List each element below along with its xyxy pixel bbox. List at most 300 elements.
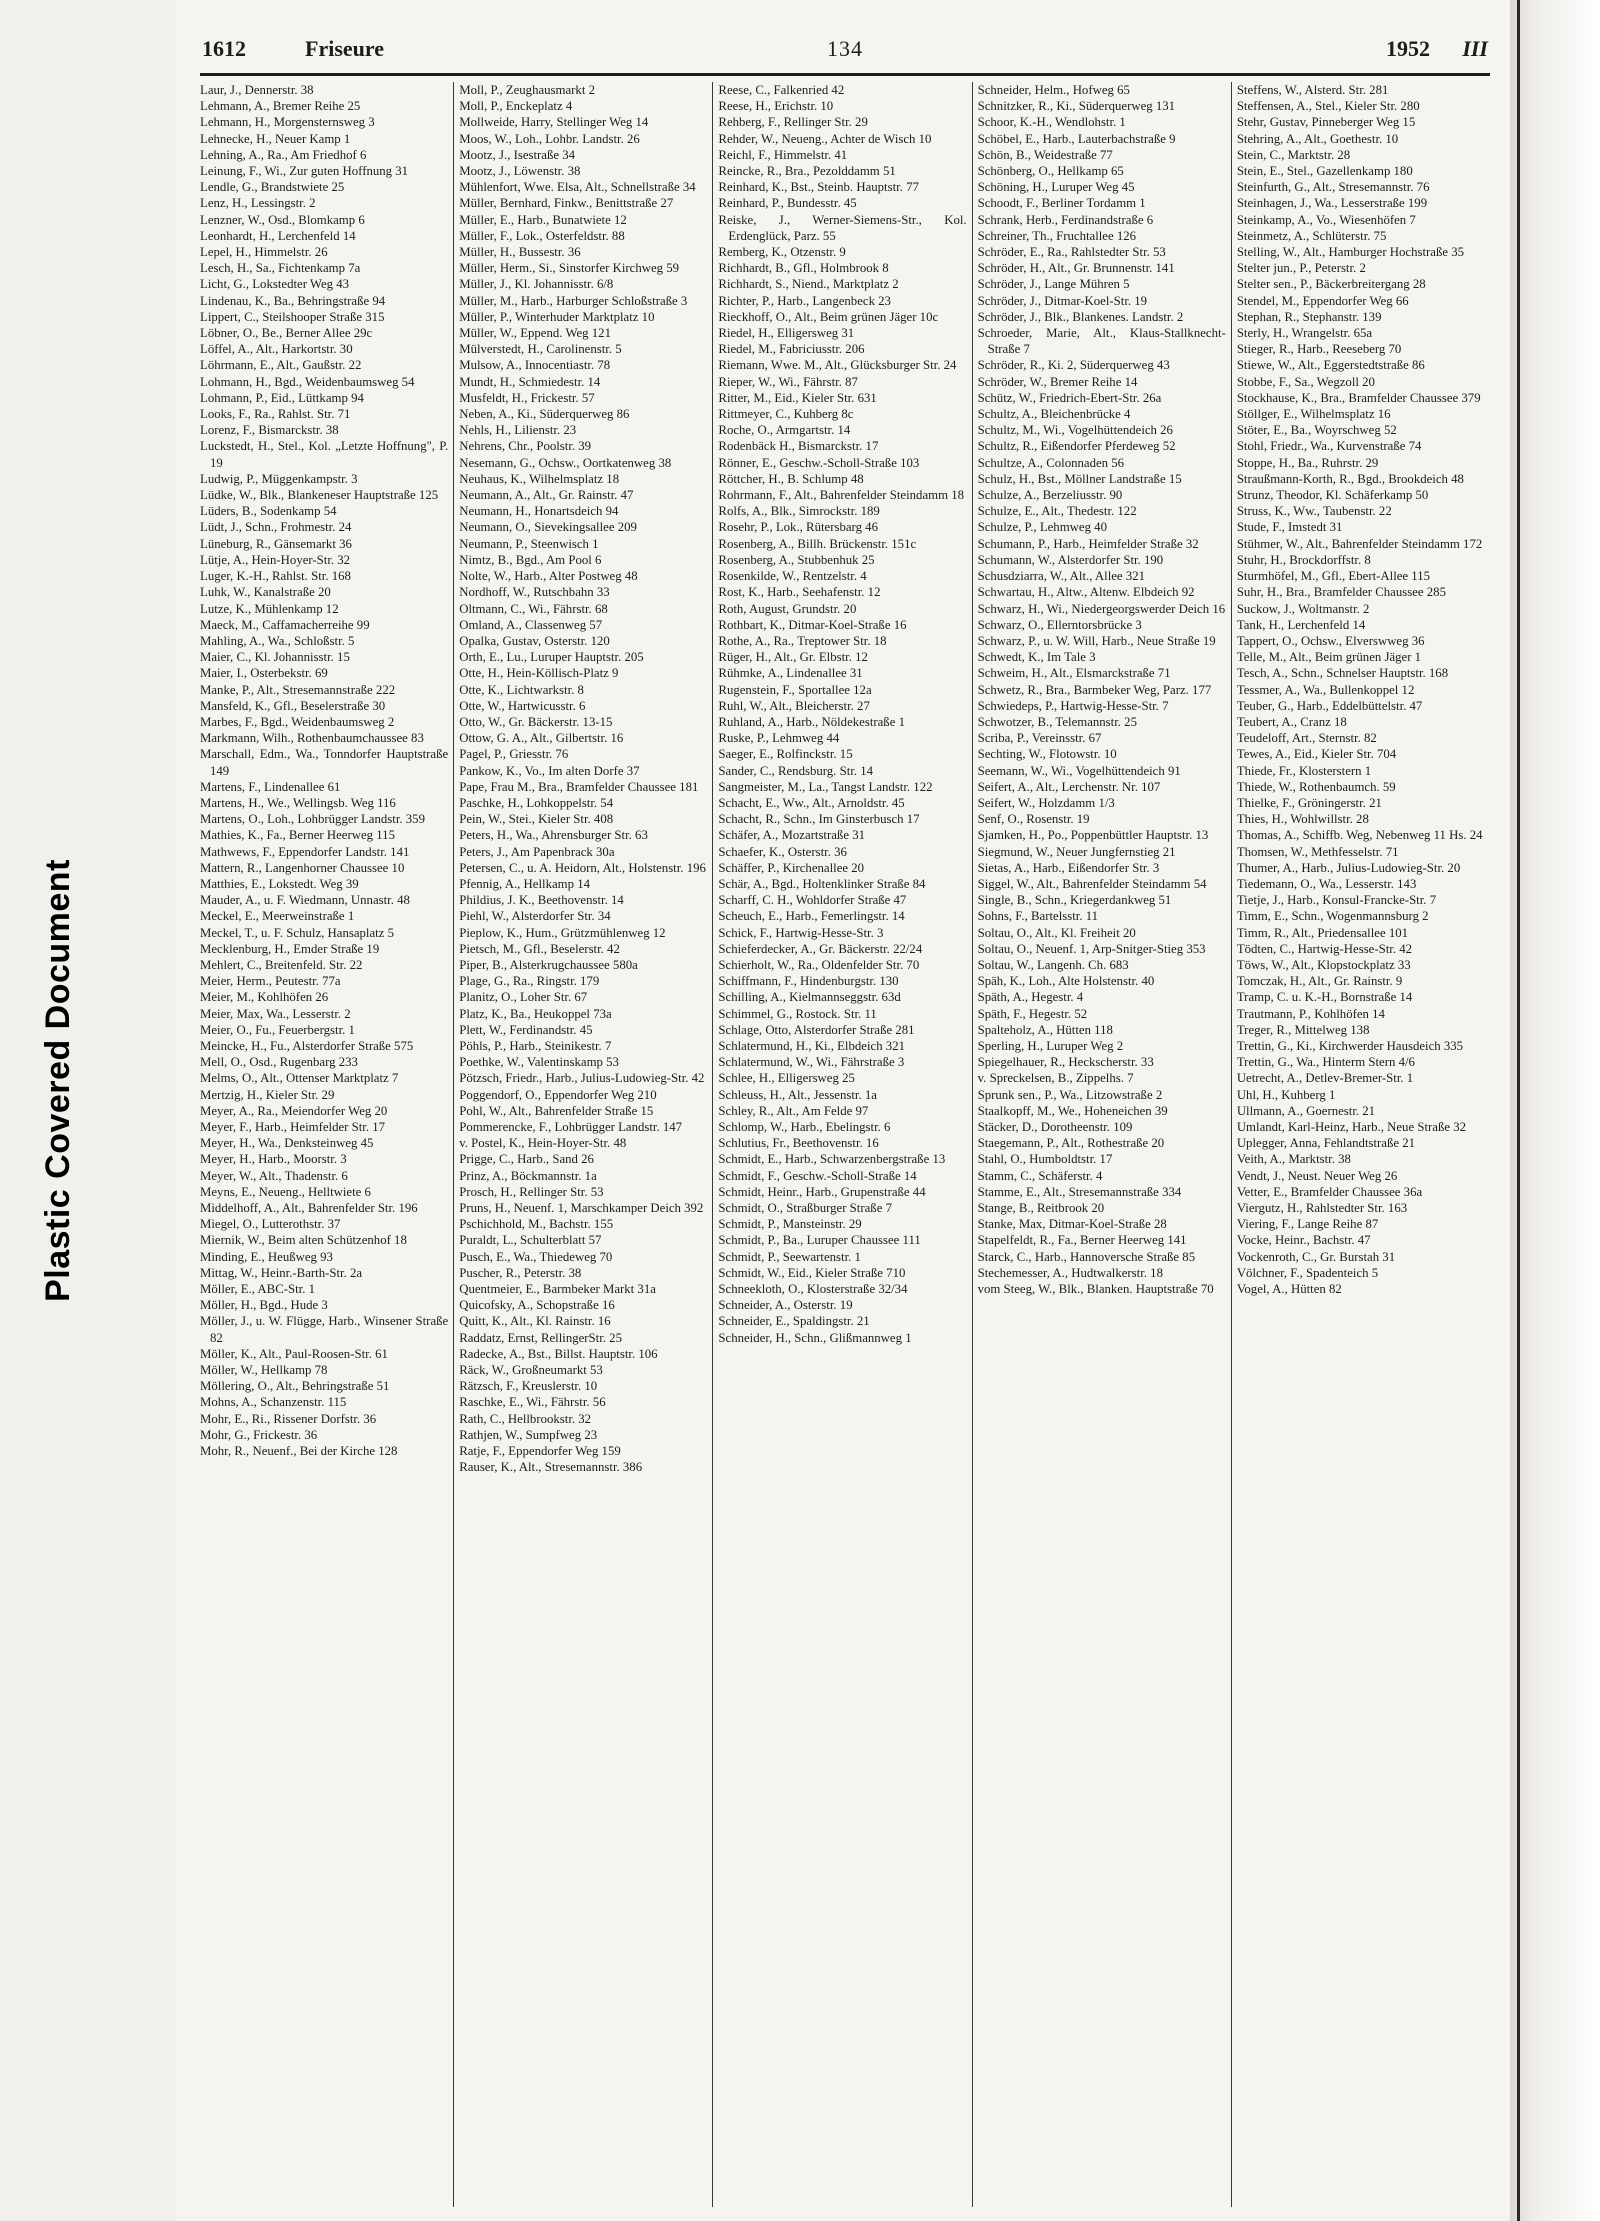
directory-entry: Uhl, H., Kuhberg 1 (1236, 1087, 1336, 1102)
directory-entry: Rolfs, A., Blk., Simrockstr. 189 (718, 504, 880, 519)
directory-entry: Vockenroth, C., Gr. Burstah 31 (1236, 1249, 1396, 1264)
directory-entry: Struss, K., Ww., Taubenstr. 22 (1236, 504, 1392, 519)
directory-entry: Peters, J., Am Papenbrack 30a (459, 844, 615, 859)
directory-column (712, 82, 971, 2207)
directory-entry: Müller, E., Harb., Bunatwiete 12 (459, 212, 627, 227)
directory-entry: Nesemann, G., Ochsw., Oortkatenweg 38 (459, 455, 672, 470)
directory-entry: Moll, P., Enckeplatz 4 (459, 99, 573, 114)
directory-entry: Trettin, G., Ki., Kirchwerder Hausdeich 335 (1236, 1038, 1464, 1053)
directory-entry: Mansfeld, K., Gfl., Beselerstraße 30 (200, 698, 386, 713)
directory-entry: Stehring, A., Alt., Goethestr. 10 (1236, 131, 1399, 146)
directory-entry: Puscher, R., Peterstr. 38 (459, 1265, 582, 1280)
directory-entry: Schwedt, K., Im Tale 3 (977, 650, 1096, 665)
directory-entry: Schröder, J., Lange Mühren 5 (977, 277, 1130, 292)
directory-entry: Marbes, F., Bgd., Weidenbaumsweg 2 (200, 714, 395, 729)
directory-entry: Schumann, P., Harb., Heimfelder Straße 32 (977, 536, 1199, 551)
directory-entry: Schulze, P., Lehmweg 40 (977, 520, 1107, 535)
directory-entry: Platz, K., Ba., Heukoppel 73a (459, 1006, 612, 1021)
directory-columns (200, 82, 1490, 2207)
directory-entry: Schröder, J., Ditmar-Koel-Str. 19 (977, 293, 1148, 308)
directory-entry: Single, B., Schn., Kriegerdankweg 51 (977, 893, 1172, 908)
directory-entry: Rugenstein, F., Sportallee 12a (718, 682, 872, 697)
directory-entry: Stanke, Max, Ditmar-Koel-Straße 28 (977, 1217, 1167, 1232)
directory-entry: Stephan, R., Stephanstr. 139 (1236, 309, 1382, 324)
directory-entry: Reese, H., Erichstr. 10 (718, 99, 834, 114)
directory-entry: Stohl, Friedr., Wa., Kurvenstraße 74 (1236, 439, 1422, 454)
directory-entry: Stäcker, D., Dorotheenstr. 109 (977, 1120, 1133, 1134)
directory-entry: Rodenbäck H., Bismarckstr. 17 (718, 439, 879, 454)
directory-entry: Prinz, A., Böckmannstr. 1a (459, 1168, 597, 1183)
directory-entry: Schilling, A., Kielmannseggstr. 63d (718, 990, 901, 1005)
directory-entry: Ruhland, A., Harb., Nöldekestraße 1 (718, 714, 905, 729)
directory-entry: Thiede, Fr., Klosterstern 1 (1236, 763, 1372, 778)
directory-entry: Rosenberg, A., Stubbenhuk 25 (718, 552, 875, 567)
directory-entry: Lütje, A., Hein-Hoyer-Str. 32 (200, 552, 351, 567)
directory-entry: Schröder, W., Bremer Reihe 14 (977, 374, 1138, 389)
directory-entry: Stange, B., Reitbrook 20 (977, 1201, 1105, 1216)
directory-entry: Rieper, W., Wi., Fährstr. 87 (718, 374, 858, 389)
directory-entry: Miernik, W., Beim alten Schützenhof 18 (200, 1233, 407, 1248)
directory-entry: Pape, Frau M., Bra., Bramfelder Chaussee 181 (459, 779, 699, 794)
directory-entry: Lenz, H., Lessingstr. 2 (200, 196, 316, 211)
directory-entry: Schultz, A., Bleichenbrücke 4 (977, 407, 1131, 422)
directory-entry: Mertzig, H., Kieler Str. 29 (200, 1087, 335, 1102)
directory-entry: Stelter jun., P., Peterstr. 2 (1236, 261, 1366, 276)
directory-entry: Tietje, J., Harb., Konsul-Francke-Str. 7 (1236, 893, 1437, 908)
directory-entry: Tramp, C. u. K.-H., Bornstraße 14 (1236, 990, 1413, 1005)
directory-entry: Schmidt, E., Harb., Schwarzenbergstraße 13 (718, 1152, 946, 1167)
directory-entry: Prigge, C., Harb., Sand 26 (459, 1152, 594, 1167)
directory-entry: Quicofsky, A., Schopstraße 16 (459, 1298, 615, 1313)
directory-entry: Schöning, H., Luruper Weg 45 (977, 180, 1135, 195)
directory-entry: Tappert, O., Ochsw., Elverswweg 36 (1236, 633, 1425, 648)
directory-entry: Mulsow, A., Innocentiastr. 78 (459, 358, 611, 373)
directory-entry: Pschichhold, M., Bachstr. 155 (459, 1217, 614, 1232)
directory-entry: Meyns, E., Neueng., Helltwiete 6 (200, 1184, 371, 1199)
directory-entry: Schäfer, A., Mozartstraße 31 (718, 828, 866, 843)
directory-entry: Neumann, A., Alt., Gr. Rainstr. 47 (459, 488, 634, 503)
directory-entry: Löbner, O., Be., Berner Allee 29c (200, 326, 373, 341)
directory-entry: Schleuss, H., Alt., Jessenstr. 1a (718, 1087, 877, 1102)
directory-entry: Otto, W., Gr. Bäckerstr. 13-15 (459, 714, 613, 729)
directory-entry: Meyer, W., Alt., Thadenstr. 6 (200, 1168, 348, 1183)
directory-entry: Müller, P., Winterhuder Marktplatz 10 (459, 309, 655, 324)
directory-entry: Staegemann, P., Alt., Rothestraße 20 (977, 1136, 1165, 1151)
directory-entry: Schönberg, O., Hellkamp 65 (977, 164, 1124, 179)
directory-entry: Mehlert, C., Breitenfeld. Str. 22 (200, 957, 363, 972)
plastic-covered-label (38, 790, 78, 1370)
directory-entry: v. Postel, K., Hein-Hoyer-Str. 48 (459, 1136, 627, 1151)
directory-entry: Löffel, A., Alt., Harkortstr. 30 (200, 342, 353, 357)
directory-entry: Scriba, P., Vereinsstr. 67 (977, 731, 1102, 746)
directory-entry: Meckel, E., Meerweinstraße 1 (200, 909, 355, 924)
directory-entry: Siggel, W., Alt., Bahrenfelder Steindamm 54 (977, 876, 1207, 891)
directory-entry: Puraldt, L., Schulterblatt 57 (459, 1233, 602, 1248)
page-header (200, 36, 1490, 72)
directory-entry: Stuhr, H., Brockdorffstr. 8 (1236, 552, 1371, 567)
directory-entry: Mülverstedt, H., Carolinenstr. 5 (459, 342, 622, 357)
directory-entry: Lüneburg, R., Gänsemarkt 36 (200, 536, 352, 551)
directory-entry: Schmidt, Heinr., Harb., Grupenstraße 44 (718, 1184, 926, 1199)
directory-entry: Schrank, Herb., Ferdinandstraße 6 (977, 212, 1154, 227)
directory-entry: Möllering, O., Alt., Behringstraße 51 (200, 1379, 390, 1394)
directory-entry: Melms, O., Alt., Ottenser Marktplatz 7 (200, 1071, 399, 1086)
directory-entry: Stühmer, W., Alt., Bahrenfelder Steindamm 172 (1236, 536, 1483, 551)
directory-entry: Spalteholz, A., Hütten 118 (977, 1022, 1113, 1037)
directory-entry: Späh, K., Loh., Alte Holstenstr. 40 (977, 974, 1155, 989)
directory-entry: Mathwews, F., Eppendorfer Landstr. 141 (200, 844, 410, 859)
directory-entry: Schneekloth, O., Klosterstraße 32/34 (718, 1282, 908, 1297)
directory-entry: Rothbart, K., Ditmar-Koel-Straße 16 (718, 617, 907, 632)
directory-entry: Mittag, W., Heinr.-Barth-Str. 2a (200, 1265, 363, 1280)
directory-entry: Mohns, A., Schanzenstr. 115 (200, 1395, 347, 1410)
directory-entry: Thielke, F., Gröningerstr. 21 (1236, 795, 1382, 810)
directory-entry: Lüdt, J., Schn., Frohmestr. 24 (200, 520, 352, 535)
directory-entry: Müller, H., Bussestr. 36 (459, 245, 581, 260)
directory-entry: Schneider, E., Spaldingstr. 21 (718, 1314, 870, 1329)
directory-entry: Mell, O., Osd., Rugenbarg 233 (200, 1055, 358, 1070)
directory-entry: Müller, Herm., Si., Sinstorfer Kirchweg 59 (459, 261, 680, 276)
directory-entry: Stoppe, H., Ba., Ruhrstr. 29 (1236, 455, 1379, 470)
directory-entry: Lehmann, H., Morgensternsweg 3 (200, 115, 375, 130)
directory-entry: Oltmann, C., Wi., Fährstr. 68 (459, 601, 608, 616)
directory-entry: Poethke, W., Valentinskamp 53 (459, 1055, 619, 1070)
directory-entry: Lehmann, A., Bremer Reihe 25 (200, 99, 361, 114)
directory-entry: Schröder, R., Ki. 2, Süderquerweg 43 (977, 358, 1170, 373)
directory-entry: Schultz, M., Wi., Vogelhüttendeich 26 (977, 423, 1173, 438)
directory-entry: Ottow, G. A., Alt., Gilbertstr. 16 (459, 731, 624, 746)
directory-entry: Spiegelhauer, R., Heckscherstr. 33 (977, 1055, 1154, 1070)
directory-column (200, 82, 453, 2207)
directory-entry: Meyer, F., Harb., Heimfelder Str. 17 (200, 1120, 386, 1134)
directory-entry: Stahl, O., Humboldtstr. 17 (977, 1152, 1113, 1167)
directory-entry: Peters, H., Wa., Ahrensburger Str. 63 (459, 828, 648, 843)
directory-entry: Starck, C., Harb., Hannoversche Straße 85 (977, 1249, 1196, 1264)
section-title: Friseure (305, 36, 385, 61)
directory-entry: Umlandt, Karl-Heinz, Harb., Neue Straße 32 (1236, 1120, 1467, 1134)
directory-entry: Schmidt, P., Ba., Luruper Chaussee 111 (718, 1233, 921, 1248)
directory-entry: Schaefer, K., Osterstr. 36 (718, 844, 847, 859)
directory-entry: Otte, H., Hein-Köllisch-Platz 9 (459, 666, 619, 681)
directory-entry: Sietas, A., Harb., Eißendorfer Str. 3 (977, 860, 1160, 875)
directory-entry: Röttcher, H., B. Schlump 48 (718, 471, 864, 486)
directory-entry: Ullmann, A., Goernestr. 21 (1236, 1103, 1376, 1118)
directory-entry: Stude, F., Imstedt 31 (1236, 520, 1343, 535)
directory-entry: Rauser, K., Alt., Stresemannstr. 386 (459, 1460, 643, 1475)
directory-entry: Viergutz, H., Rahlstedter Str. 163 (1236, 1201, 1408, 1216)
directory-entry: Steinkamp, A., Vo., Wiesenhöfen 7 (1236, 212, 1416, 227)
directory-entry: Stieger, R., Harb., Reeseberg 70 (1236, 342, 1402, 357)
directory-entry: Nehrens, Chr., Poolstr. 39 (459, 439, 592, 454)
directory-entry: Sjamken, H., Po., Poppenbüttler Hauptstr. 13 (977, 828, 1209, 843)
directory-entry: Raschke, E., Wi., Fährstr. 56 (459, 1395, 606, 1410)
directory-entry: Völchner, F., Spadenteich 5 (1236, 1265, 1379, 1280)
directory-entry: Stobbe, F., Sa., Wegzoll 20 (1236, 374, 1375, 389)
directory-entry: Miegel, O., Lutterothstr. 37 (200, 1217, 341, 1232)
directory-entry: Schacht, E., Ww., Alt., Arnoldstr. 45 (718, 795, 905, 810)
page-edge-shadow (1510, 0, 1600, 2221)
directory-entry: Rittmeyer, C., Kuhberg 8c (718, 407, 854, 422)
directory-entry: Ratje, F., Eppendorfer Weg 159 (459, 1444, 621, 1459)
directory-entry: Staalkopff, M., We., Hoheneichen 39 (977, 1103, 1168, 1118)
directory-entry: Raddatz, Ernst, RellingerStr. 25 (459, 1330, 622, 1345)
directory-entry: Lendle, G., Brandstwiete 25 (200, 180, 345, 195)
directory-entry: Steinhagen, J., Wa., Lesserstraße 199 (1236, 196, 1428, 211)
directory-entry: Schwetz, R., Bra., Barmbeker Weg, Parz. 177 (977, 682, 1212, 697)
directory-entry: Omland, A., Classenweg 57 (459, 617, 603, 632)
directory-entry: Siegmund, W., Neuer Jungfernstieg 21 (977, 844, 1176, 859)
directory-entry: Poggendorf, O., Eppendorfer Weg 210 (459, 1087, 657, 1102)
directory-entry: Sperling, H., Luruper Weg 2 (977, 1038, 1124, 1053)
directory-entry: Planitz, O., Loher Str. 67 (459, 990, 588, 1005)
directory-entry: Pfennig, A., Hellkamp 14 (459, 876, 591, 891)
directory-entry: Markmann, Wilh., Rothenbaumchaussee 83 (200, 731, 424, 746)
directory-entry: Pruns, H., Neuenf. 1, Marschkamper Deich 392 (459, 1201, 704, 1216)
directory-entry: Martens, F., Lindenallee 61 (200, 779, 341, 794)
directory-entry: Soltau, O., Neuenf. 1, Arp-Snitger-Stieg 353 (977, 941, 1206, 956)
directory-entry: Meyer, H., Harb., Moorstr. 3 (200, 1152, 347, 1167)
directory-entry: Schnitzker, R., Ki., Süderquerweg 131 (977, 99, 1176, 114)
directory-entry: Luger, K.-H., Rahlst. Str. 168 (200, 569, 351, 584)
directory-entry: Schoodt, F., Berliner Tordamm 1 (977, 196, 1146, 211)
directory-entry: Thomas, A., Schiffb. Weg, Nebenweg 11 Hs. 24 (1236, 828, 1483, 843)
directory-entry: Stein, E., Stel., Gazellenkamp 180 (1236, 164, 1413, 179)
directory-entry: v. Spreckelsen, B., Zippelhs. 7 (977, 1071, 1134, 1086)
directory-entry: Mathies, K., Fa., Berner Heerweg 115 (200, 828, 395, 843)
directory-entry: Saeger, E., Rolfinckstr. 15 (718, 747, 853, 762)
directory-entry: Neumann, P., Steenwisch 1 (459, 536, 599, 551)
center-number: 134 (827, 36, 863, 61)
directory-entry: Rehder, W., Neueng., Achter de Wisch 10 (718, 131, 932, 146)
directory-entry: Schmidt, W., Eid., Kieler Straße 710 (718, 1265, 906, 1280)
directory-entry: Petersen, C., u. A. Heidorn, Alt., Holstenstr. 196 (459, 860, 706, 875)
directory-entry: Schoor, K.-H., Wendlohstr. 1 (977, 115, 1126, 130)
directory-entry: Scharff, C. H., Wohldorfer Straße 47 (718, 893, 907, 908)
directory-entry: Mohr, R., Neuenf., Bei der Kirche 128 (200, 1444, 398, 1459)
directory-entry: Neuhaus, K., Wilhelmsplatz 18 (459, 471, 620, 486)
directory-entry: Ritter, M., Eid., Kieler Str. 631 (718, 390, 877, 405)
directory-entry: Stamm, C., Schäferstr. 4 (977, 1168, 1103, 1183)
directory-entry: Pöhls, P., Harb., Steinikestr. 7 (459, 1038, 612, 1053)
directory-entry: Schieferdecker, A., Gr. Bäckerstr. 22/24 (718, 941, 923, 956)
directory-entry: Schley, R., Alt., Am Felde 97 (718, 1103, 869, 1118)
directory-entry: Martens, H., We., Wellingsb. Weg 116 (200, 795, 396, 810)
directory-entry: Lorenz, F., Bismarckstr. 38 (200, 423, 339, 438)
directory-entry: Vogel, A., Hütten 82 (1236, 1282, 1342, 1297)
directory-entry: Rieckhoff, O., Alt., Beim grünen Jäger 10c (718, 309, 939, 324)
directory-entry: Schlomp, W., Harb., Ebelingstr. 6 (718, 1120, 891, 1134)
directory-entry: Maier, I., Osterbekstr. 69 (200, 666, 328, 681)
directory-entry: Reincke, R., Bra., Pezolddamm 51 (718, 164, 896, 179)
directory-entry: Laur, J., Dennerstr. 38 (200, 83, 314, 97)
directory-entry: Uetrecht, A., Detlev-Bremer-Str. 1 (1236, 1071, 1414, 1086)
directory-entry: Stöllger, E., Wilhelmsplatz 16 (1236, 407, 1391, 422)
directory-entry: Seifert, W., Holzdamm 1/3 (977, 795, 1115, 810)
directory-entry: Looks, F., Ra., Rahlst. Str. 71 (200, 407, 351, 422)
directory-entry: Seemann, W., Wi., Vogelhüttendeich 91 (977, 763, 1181, 778)
directory-entry: Pötzsch, Friedr., Harb., Julius-Ludowieg-Str. 42 (459, 1071, 705, 1086)
directory-entry: Piper, B., Alsterkrugchaussee 580a (459, 957, 638, 972)
directory-entry: Mootz, J., Isestraße 34 (459, 147, 576, 162)
directory-entry: Pusch, E., Wa., Thiedeweg 70 (459, 1249, 613, 1264)
directory-entry: Richter, P., Harb., Langenbeck 23 (718, 293, 891, 308)
directory-entry: Radecke, A., Bst., Billst. Hauptstr. 106 (459, 1346, 658, 1361)
directory-entry: Soltau, O., Alt., Kl. Freiheit 20 (977, 925, 1136, 940)
directory-entry: Pieplow, K., Hum., Grützmühlenweg 12 (459, 925, 666, 940)
directory-entry: Luckstedt, H., Stel., Kol. „Letzte Hoffnung", P. 19 (200, 439, 449, 470)
directory-entry: Mohr, E., Ri., Rissener Dorfstr. 36 (200, 1411, 377, 1426)
directory-entry: Neumann, O., Sievekingsallee 209 (459, 520, 637, 535)
directory-entry: Sprunk sen., P., Wa., Litzowstraße 2 (977, 1087, 1163, 1102)
directory-entry: Müller, W., Eppend. Weg 121 (459, 326, 611, 341)
directory-entry: Martens, O., Loh., Lohbrügger Landstr. 359 (200, 812, 425, 827)
page-number: 1612 (202, 36, 246, 61)
directory-entry: Middelhoff, A., Alt., Bahrenfelder Str. 196 (200, 1201, 418, 1216)
directory-entry: Lüdke, W., Blk., Blankeneser Hauptstraße 125 (200, 488, 439, 503)
directory-entry: Stehr, Gustav, Pinneberger Weg 15 (1236, 115, 1416, 130)
directory-entry: Möller, E., ABC-Str. 1 (200, 1282, 316, 1297)
directory-entry: Lohmann, H., Bgd., Weidenbaumsweg 54 (200, 374, 415, 389)
directory-entry: Nehls, H., Lilienstr. 23 (459, 423, 577, 438)
directory-entry: Suckow, J., Woltmanstr. 2 (1236, 601, 1370, 616)
directory-entry: Stiewe, W., Alt., Eggerstedtstraße 86 (1236, 358, 1425, 373)
directory-entry: Schär, A., Bgd., Holtenklinker Straße 84 (718, 876, 926, 891)
directory-entry: Löhrmann, E., Alt., Gaußstr. 22 (200, 358, 362, 373)
directory-entry: Schütz, W., Friedrich-Ebert-Str. 26a (977, 390, 1162, 405)
directory-entry: Späth, A., Hegestr. 4 (977, 990, 1084, 1005)
directory-entry: Lehning, A., Ra., Am Friedhof 6 (200, 147, 367, 162)
directory-entry: Lesch, H., Sa., Fichtenkamp 7a (200, 261, 361, 276)
section-roman-numeral: III (1462, 36, 1488, 61)
plastic-covered-text: Plastic Covered Document (38, 858, 77, 1302)
directory-entry: Mahling, A., Wa., Schloßstr. 5 (200, 633, 355, 648)
directory-entry: Schröder, E., Ra., Rahlstedter Str. 53 (977, 245, 1166, 260)
directory-column (453, 82, 712, 2207)
directory-entry: Treger, R., Mittelweg 138 (1236, 1022, 1370, 1037)
directory-entry: Schick, F., Hartwig-Hesse-Str. 3 (718, 925, 884, 940)
directory-entry: Tiedemann, O., Wa., Lesserstr. 143 (1236, 876, 1417, 891)
directory-entry: Pommerencke, F., Lohbrügger Landstr. 147 (459, 1120, 683, 1134)
directory-entry: Veith, A., Marktstr. 38 (1236, 1152, 1351, 1167)
directory-entry: Leonhardt, H., Lerchenfeld 14 (200, 228, 356, 243)
directory-entry: Tewes, A., Eid., Kieler Str. 704 (1236, 747, 1397, 762)
directory-entry: Töws, W., Alt., Klopstockplatz 33 (1236, 957, 1411, 972)
page-edge-line (1517, 0, 1520, 2221)
directory-entry: Schneider, A., Osterstr. 19 (718, 1298, 853, 1313)
directory-entry: Vendt, J., Neust. Neuer Weg 26 (1236, 1168, 1398, 1183)
directory-entry: Piehl, W., Alsterdorfer Str. 34 (459, 909, 611, 924)
directory-entry: Quentmeier, E., Barmbeker Markt 31a (459, 1282, 656, 1297)
directory-entry: Räck, W., Großneumarkt 53 (459, 1363, 603, 1378)
directory-column (972, 82, 1231, 2207)
directory-entry: Reinhard, K., Bst., Steinb. Hauptstr. 77 (718, 180, 919, 195)
directory-entry: Lippert, C., Steilshooper Straße 315 (200, 309, 385, 324)
directory-entry: Musfeldt, H., Frickestr. 57 (459, 390, 595, 405)
directory-entry: Pohl, W., Alt., Bahrenfelder Straße 15 (459, 1103, 654, 1118)
directory-entry: Luhk, W., Kanalstraße 20 (200, 585, 331, 600)
directory-entry: Nordhoff, W., Rutschbahn 33 (459, 585, 610, 600)
directory-entry: Phildius, J. K., Beethovenstr. 14 (459, 893, 624, 908)
directory-entry: Thies, H., Wohlwillstr. 28 (1236, 812, 1369, 827)
directory-entry: Rühmke, A., Lindenallee 31 (718, 666, 863, 681)
directory-entry: Reiske, J., Werner-Siemens-Str., Kol. Erdenglück, Parz. 55 (718, 212, 967, 243)
directory-entry: Sturmhöfel, M., Gfl., Ebert-Allee 115 (1236, 569, 1431, 584)
directory-entry: Steinmetz, A., Schlüterstr. 75 (1236, 228, 1387, 243)
directory-entry: Meier, O., Fu., Feuerbergstr. 1 (200, 1022, 355, 1037)
directory-entry: Thiede, W., Rothenbaumch. 59 (1236, 779, 1396, 794)
directory-entry: Seifert, A., Alt., Lerchenstr. Nr. 107 (977, 779, 1161, 794)
directory-entry: Schwotzer, B., Telemannstr. 25 (977, 714, 1137, 729)
directory-entry: Schlatermund, H., Ki., Elbdeich 321 (718, 1038, 905, 1053)
directory-entry: Sangmeister, M., La., Tangst Landstr. 122 (718, 779, 933, 794)
directory-entry: Nimtz, B., Bgd., Am Pool 6 (459, 552, 602, 567)
directory-entry: Meyer, A., Ra., Meiendorfer Weg 20 (200, 1103, 388, 1118)
directory-entry: Tomczak, H., Alt., Gr. Rainstr. 9 (1236, 974, 1403, 989)
directory-entry: Soltau, W., Langenh. Ch. 683 (977, 957, 1129, 972)
directory-entry: Vetter, E., Bramfelder Chaussee 36a (1236, 1184, 1423, 1199)
directory-entry: Lepel, H., Himmelstr. 26 (200, 245, 328, 260)
directory-entry: Neben, A., Ki., Süderquerweg 86 (459, 407, 630, 422)
directory-entry: Ruhl, W., Alt., Bleicherstr. 27 (718, 698, 870, 713)
directory-entry: Schmidt, P., Seewartenstr. 1 (718, 1249, 861, 1264)
directory-entry: Schreiner, Th., Fruchtallee 126 (977, 228, 1137, 243)
directory-entry: Schultze, A., Colonnaden 56 (977, 455, 1125, 470)
directory-entry: Paschke, H., Lohkoppelstr. 54 (459, 795, 614, 810)
directory-entry: Maier, C., Kl. Johannisstr. 15 (200, 650, 350, 665)
directory-entry: Schröder, J., Blk., Blankenes. Landstr. 2 (977, 309, 1184, 324)
directory-entry: Mattern, R., Langenhorner Chaussee 10 (200, 860, 405, 875)
directory-entry: Lehnecke, H., Neuer Kamp 1 (200, 131, 351, 146)
directory-entry: Lutze, K., Mühlenkamp 12 (200, 601, 339, 616)
directory-entry: Meincke, H., Fu., Alsterdorfer Straße 575 (200, 1038, 414, 1053)
directory-entry: Mühlenfort, Wwe. Elsa, Alt., Schnellstraße 34 (459, 180, 696, 195)
directory-entry: Orth, E., Lu., Luruper Hauptstr. 205 (459, 650, 644, 665)
directory-entry: Meier, M., Kohlhöfen 26 (200, 990, 329, 1005)
directory-entry: Roche, O., Armgartstr. 14 (718, 423, 851, 438)
header-rule (200, 73, 1490, 76)
directory-entry: Ruske, P., Lehmweg 44 (718, 731, 840, 746)
directory-entry: Lenzner, W., Osd., Blomkamp 6 (200, 212, 365, 227)
directory-entry: Neumann, H., Honartsdeich 94 (459, 504, 619, 519)
directory-entry: Tödten, C., Hartwig-Hesse-Str. 42 (1236, 941, 1413, 956)
directory-entry: Stendel, M., Eppendorfer Weg 66 (1236, 293, 1409, 308)
edition-year: 1952 (1386, 36, 1430, 61)
directory-entry: Meyer, H., Wa., Denksteinweg 45 (200, 1136, 374, 1151)
directory-entry: Lüders, B., Sodenkamp 54 (200, 504, 337, 519)
directory-entry: Minding, E., Heußweg 93 (200, 1249, 333, 1264)
directory-entry: Strunz, Theodor, Kl. Schäferkamp 50 (1236, 488, 1429, 503)
directory-entry: Stöter, E., Ba., Woyrschweg 52 (1236, 423, 1397, 438)
directory-entry: Rosenkilde, W., Rentzelstr. 4 (718, 569, 867, 584)
directory-entry: Ludwig, P., Müggenkampstr. 3 (200, 471, 358, 486)
directory-entry: Stapelfeldt, R., Fa., Berner Heerweg 141 (977, 1233, 1187, 1248)
directory-entry: Rosehr, P., Lok., Rütersbarg 46 (718, 520, 878, 535)
directory-entry: Stelling, W., Alt., Hamburger Hochstraße 35 (1236, 245, 1465, 260)
directory-entry: Möller, W., Hellkamp 78 (200, 1363, 328, 1378)
directory-entry: Schumann, W., Alsterdorfer Str. 190 (977, 552, 1164, 567)
directory-entry: Schneider, H., Schn., Glißmannweg 1 (718, 1330, 912, 1345)
directory-entry: Schön, B., Weidestraße 77 (977, 147, 1113, 162)
directory-entry: Richhardt, B., Gfl., Holmbrook 8 (718, 261, 889, 276)
directory-entry: Trettin, G., Wa., Hinterm Stern 4/6 (1236, 1055, 1415, 1070)
directory-entry: Mundt, H., Schmiedestr. 14 (459, 374, 601, 389)
directory-entry: Schiffmann, F., Hindenburgstr. 130 (718, 974, 899, 989)
directory-entry: Viering, F., Lange Reihe 87 (1236, 1217, 1379, 1232)
directory-entry: Matthies, E., Lokstedt. Weg 39 (200, 876, 359, 891)
directory-entry: Schulz, H., Bst., Möllner Landstraße 15 (977, 471, 1182, 486)
directory-entry: Scheuch, E., Harb., Femerlingstr. 14 (718, 909, 905, 924)
directory-column (1231, 82, 1490, 2207)
